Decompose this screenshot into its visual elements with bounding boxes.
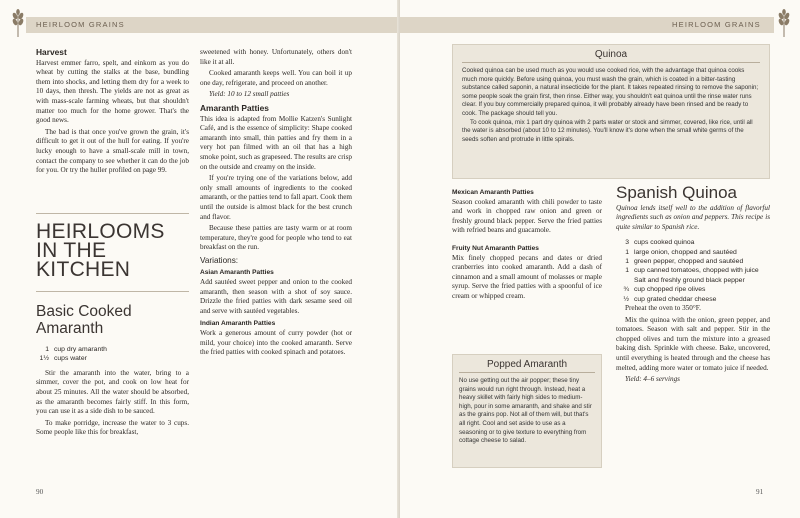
quinoa-sidebar-box [452,44,770,179]
ingredient [616,276,770,285]
page-number-right: 91 [756,488,764,496]
ingredient [616,295,770,304]
spanish-quinoa-title: Spanish Quinoa [616,183,737,202]
ingredient-qty: 1½ [39,355,49,363]
fruity-paragraph: Mix finely chopped pecans and dates or dried cranberries into cooked amaranth. Add a dash of cinnamon and a small amount of molasses or maple syrup. Serve the fried patties with a spoonful of ice cream or whipped cream. [452,253,602,300]
harvest-paragraph-1: Harvest emmer farro, spelt, and einkorn as you do wheat by cutting the stalks at the base, bundling them into shocks, and letting them dry for a week to 10 days, then thresh. The yields are not as great as with mass-scale farming wheats, but that shouldn't matter too much for the home grower. That's the good news. [36,58,189,125]
recipe-title-line-1: Basic Cooked [36,303,132,320]
wheat-icon [8,8,28,38]
popped-amaranth-box [452,354,602,468]
page-number-left: 90 [36,488,44,496]
ingredient-item: large onion, chopped and sautéed [634,248,737,256]
running-header: HEIRLOOM GRAINS [672,20,761,29]
ingredient [616,266,770,275]
indian-heading: Indian Amaranth Patties [200,320,276,328]
popped-box-text: No use getting out the air popper; these tiny grains would run right through. Instead, heat a heavy skillet with fairly high sides to medium-high, pour in some amaranth, and shake and stir as the grains pop. Not all of them will, but that's all right. Cool and set aside to use as a seasoning or to give texture to everything from cottage cheese to salad. [459,377,592,445]
ingredient-qty: 1 [625,267,629,275]
recipe-title-line-2: Amaranth [36,320,104,337]
quinoa-box-title: Quinoa [594,49,628,60]
mexican-paragraph: Season cooked amaranth with chili powder to taste and work in chopped raw onion and green or freshly ground black pepper. Serve the fried patties with refried beans and guacamole. [452,197,602,235]
section-title-line-1: HEIRLOOMS [36,220,165,243]
spanish-quinoa-recipe [616,184,770,387]
ingredient-item: Salt and freshly ground black pepper [634,276,745,284]
ingredient-item: cup dry amaranth [54,346,107,353]
ingredient [616,285,770,294]
quinoa-box-paragraph-1: Cooked quinoa can be used much as you would use cooked rice, with the advantage that quinoa cooks much more quickly. Before using quinoa, you must wash the grain, which is coated in a bitter-tasting substance called saponin, a natural insecticide for the plant. It takes repeated rinsing to remove the saponin; some people soak the grain first, then rinse. Either way, you shouldn't eat quinoa until the rinse water runs clear. If you buy commercially prepared quinoa, it will probably already have been rinsed and be ready to cook. The package should tell you. [462,67,759,117]
patties-paragraph-1: This idea is adapted from Mollie Katzen's Sunlight Café, and is the essence of simplicity: Shape cooked amaranth into small, thin patties and fry them in a very hot pan filmed with an oil that has a high smoke point, such as grapeseed. The results are crisp on the outside and creamy on the inside. [200,114,352,171]
section-title-line-3: KITCHEN [36,258,131,281]
basic-amaranth-recipe [36,303,189,440]
section-title-line-2: IN THE [36,239,107,262]
harvest-paragraph-2: The bad is that once you've grown the grain, it's difficult to get it out of the hull for eating. If you're lucky enough to have a small-scale mill in town, contact the company to see whether it can do the job for you. Or try the huller profiled on page 99. [36,127,189,175]
patties-heading: Amaranth Patties [200,102,269,113]
amaranth-keeps-paragraph: Cooked amaranth keeps well. You can boil it up one day, refrigerate, and proceed on another. [200,69,352,87]
ingredient [616,248,770,257]
ingredient-item: cup chopped ripe olives [634,286,706,294]
section-divider [36,213,189,214]
ingredient-item: cups water [54,355,87,363]
quinoa-box-paragraph-2: To cook quinoa, mix 1 part dry quinoa with 2 parts water or stock and simmer, covered, like rice, until all the water is absorbed (about 10 to 12 minutes). You'll know it's done when the small white germs of the seeds soften and protrude in little spirals. [462,118,753,143]
left-column-1 [36,48,189,178]
recipe-method-1: Stir the amaranth into the water, bring to a simmer, cover the pot, and cook on low heat for about 25 minutes. All the water should be absorbed, as the amaranth becomes fairly stiff. In this form, you can use it as a side dish to be sauced. [36,368,189,416]
ingredient-item: green pepper, chopped and sautéed [634,258,744,266]
ingredient-qty: 3 [625,239,629,247]
popped-box-title: Popped Amaranth [486,359,568,370]
ingredient [36,345,189,354]
ingredient-qty: 1 [625,248,629,256]
ingredient [616,257,770,266]
ingredient [36,354,189,363]
quinoa-title-rule [462,62,760,63]
indian-paragraph: Work a generous amount of curry powder (hot or mild, your choice) into the cooked amaranth. Serve the fried patties with cooked spinach and potatoes. [200,329,352,357]
ingredient-item: cups cooked quinoa [634,239,695,247]
variations-heading: Variations: [200,255,239,265]
fruity-heading: Fruity Nut Amaranth Patties [452,244,539,252]
ingredient-item: cup canned tomatoes, chopped with juice [634,267,759,275]
recipe-title [36,303,189,337]
section-title-rule [36,291,189,292]
amaranth-cont-paragraph: sweetened with honey. Unfortunately, others don't like it at all. [200,48,352,66]
patties-yield: Yield: 10 to 12 small patties [209,90,290,99]
harvest-heading: Harvest [36,47,67,57]
asian-paragraph: Add sautéed sweet pepper and onion to the cooked amaranth, then season with a shot of soy sauce. Drizzle the fried patties with dark sesame seed oil and serve with sautéed vegetables. [200,278,352,315]
ingredient-qty [616,276,629,285]
ingredient-qty: ¾ [623,286,629,294]
ingredient [616,238,770,247]
running-header: HEIRLOOM GRAINS [36,20,125,29]
ingredient-qty: ½ [623,295,629,303]
spanish-method: Mix the quinoa with the onion, green pepper, and tomatoes. Season with salt and pepper. Stir in the chopped olives and turn the mixture into a greased baking dish. Sprinkle with cheese. Bake, uncovered, until everything is heated through and the cheese has melted, adding more water or tomato juice if needed. [616,315,770,372]
patties-paragraph-3: Because these patties are tasty warm or at room temperature, they're good for people who tend to eat breakfast on the run. [200,224,352,252]
recipe-method-2: To make porridge, increase the water to 3 cups. Some people like this for breakfast, [36,418,189,437]
wheat-icon [774,8,794,38]
right-column-1 [452,188,602,304]
right-page [400,0,800,518]
left-column-2 [200,48,352,360]
mexican-heading: Mexican Amaranth Patties [452,189,534,196]
spanish-quinoa-intro: Quinoa lends itself well to the addition of flavorful ingredients such as onion and peppers. This recipe is quite similar to Spanish rice. [616,204,770,231]
patties-paragraph-2: If you're trying one of the variations below, add only small amounts of ingredients to the cooked amaranth, or the patties tend to fall apart. Cook them until the outside is almost black for the best crunch and flavor. [200,174,352,221]
spanish-preheat: Preheat the oven to 350°F. [625,304,701,313]
ingredient-item: cup grated cheddar cheese [634,295,717,303]
asian-heading: Asian Amaranth Patties [200,269,274,277]
section-title [36,222,165,279]
ingredient-qty: 1 [625,258,629,266]
popped-title-rule [459,372,595,373]
ingredient-qty: 1 [45,346,49,353]
spanish-yield: Yield: 4–6 servings [625,375,680,384]
